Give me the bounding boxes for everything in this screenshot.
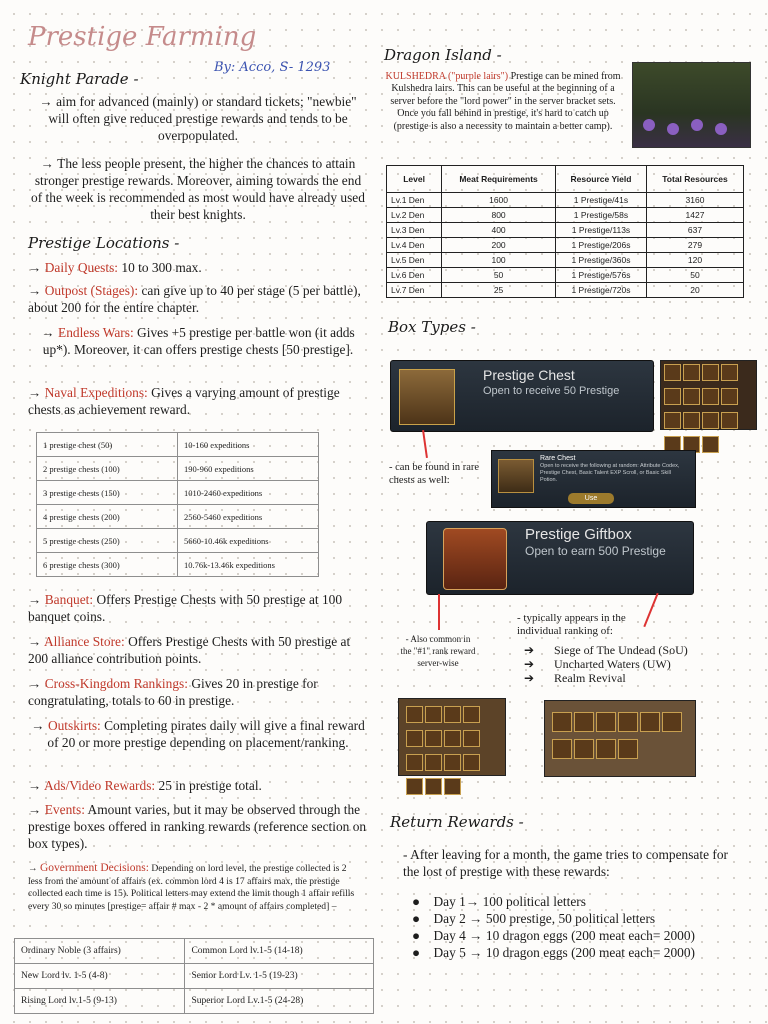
inventory-slot	[425, 778, 442, 795]
dragon-island-heading: Dragon Island -	[384, 46, 502, 64]
kulshedra-label: KULSHEDRA ("purple lairs")	[385, 71, 509, 82]
expedition-req-cell: 10-160 expeditions	[178, 433, 319, 457]
den-header-cell: Meat Requirements	[442, 166, 556, 193]
den-row	[387, 223, 744, 238]
den-cell: Lv.2 Den	[387, 208, 442, 223]
affairs-table	[14, 938, 374, 1014]
inventory-slot	[640, 712, 660, 732]
purple-lair-icon	[691, 119, 703, 131]
inventory-slot	[406, 730, 423, 747]
den-header-cell: Total Resources	[647, 166, 744, 193]
events-label: Events:	[44, 802, 85, 817]
rare-chest-icon	[498, 459, 534, 493]
den-cell: 3160	[647, 193, 744, 208]
inventory-slot	[425, 706, 442, 723]
daily-quests-item: → Daily Quests: 10 to 300 max.	[28, 260, 202, 275]
dragon-island-body: Prestige can be mined from Kulshedra lairs. This can be useful at the beginning of a server before the "lord power" in the server bracket sets. Once you fall behind in prestige, it's hard to catch up (prestige is also a necessity to maintain a better camp).	[390, 71, 621, 132]
den-cell: 50	[647, 268, 744, 283]
den-cell: 1 Prestige/576s	[555, 268, 646, 283]
endless-wars-item: → Endless Wars: Gives +5 prestige per battle won (it adds up*). Moreover, it can offers prestige chests [50 prestige].	[41, 325, 355, 357]
affairs-cell: Common Lord lv.1-5 (14-18)	[185, 939, 374, 964]
inventory-grid-3	[544, 700, 696, 777]
inventory-slot	[683, 364, 700, 381]
inventory-slot	[444, 778, 461, 795]
inventory-slot	[406, 706, 423, 723]
prestige-giftbox-card	[426, 521, 694, 595]
affairs-cell: Rising Lord lv.1-5 (9-13)	[15, 989, 185, 1014]
expedition-req-cell: 190-960 expeditions	[178, 457, 319, 481]
alliance-store-item: → Alliance Store: Offers Prestige Chests with 50 prestige at 200 alliance contribution points.	[28, 634, 351, 666]
den-cell: 400	[442, 223, 556, 238]
expedition-req-cell: 10.76k-13.46k expeditions	[178, 553, 319, 577]
endless-wars-label: Endless Wars:	[58, 325, 134, 340]
inventory-slot	[552, 739, 572, 759]
outpost-item: → Outpost (Stages): can give up to 40 per stage (5 per battle), about 200 for the entire chapter.	[28, 283, 361, 315]
inventory-slot	[574, 739, 594, 759]
daily-quests-text: 10 to 300 max.	[121, 260, 202, 275]
outskirts-label: Outskirts:	[47, 718, 101, 733]
prestige-giftbox-sub: Open to earn 500 Prestige	[525, 544, 666, 558]
den-cell: 1427	[647, 208, 744, 223]
government-item: → Government Decisions: Depending on lord level, the prestige collected is 2 less from the amount of affairs (ex. common lord 4 is 17 affairs max, the prestige collected each time is 15). Political letters may extend the limit though 1 affair refills every 30 so minutes [prestige= affair # max - 2 * amount of affairs completed] –	[28, 862, 355, 912]
ads-item: → Ads/Video Rewards: 25 in prestige total.	[28, 778, 262, 793]
prestige-giftbox-icon	[443, 528, 507, 590]
banquet-label: Banquet:	[44, 592, 94, 607]
inventory-slot	[683, 388, 700, 405]
expedition-table	[36, 432, 319, 577]
den-cell: 1 Prestige/206s	[555, 238, 646, 253]
found-note: - can be found in rare chests as well:	[389, 462, 480, 486]
ranking-label: Realm Revival	[554, 671, 626, 685]
cross-kingdom-item: → Cross-Kingdom Rankings: Gives 20 in prestige for congratulating, totals to 60 in prestige.	[28, 676, 318, 708]
ads-text: 25 in prestige total.	[158, 778, 262, 793]
dragon-island-text	[384, 71, 622, 133]
endless-wars-text: Gives +5 prestige per battle won (it adds up*). Moreover, it can offers prestige chests [50 prestige].	[42, 325, 355, 357]
pointer-line	[422, 430, 428, 458]
den-row	[387, 268, 744, 283]
inventory-slot	[721, 364, 738, 381]
den-cell: 25	[442, 283, 556, 298]
affairs-cell: New Lord lv. 1-5 (4-8)	[15, 964, 185, 989]
daily-quests-label: Daily Quests:	[44, 260, 119, 275]
expedition-row	[37, 553, 319, 577]
expedition-chest-cell: 4 prestige chests (200)	[37, 505, 178, 529]
ranking-item	[524, 657, 694, 671]
return-rewards-list	[412, 893, 752, 961]
knight-parade-p1: → aim for advanced (mainly) or standard tickets; "newbie" will often give reduced prestige rewards and tends to be overpopulated.	[39, 94, 357, 143]
den-row	[387, 238, 744, 253]
inventory-slot	[702, 436, 719, 453]
den-cell: 50	[442, 268, 556, 283]
outskirts-text: Completing pirates daily will give a final reward of 20 or more prestige depending on placement/ranking.	[47, 718, 365, 750]
purple-lair-icon	[715, 123, 727, 135]
den-cell: 120	[647, 253, 744, 268]
den-row	[387, 283, 744, 298]
den-cell: 1 Prestige/360s	[555, 253, 646, 268]
den-cell: Lv.3 Den	[387, 223, 442, 238]
inventory-slot	[618, 739, 638, 759]
prestige-chest-icon	[399, 369, 455, 425]
inventory-slot	[664, 412, 681, 429]
inventory-slot	[721, 412, 738, 429]
purple-lair-icon	[643, 119, 655, 131]
events-item: → Events: Amount varies, but it may be observed through the prestige boxes offered in ranking rewards (reference section on box types).	[28, 802, 367, 851]
prestige-chest-sub: Open to receive 50 Prestige	[483, 385, 620, 397]
den-header-cell: Level	[387, 166, 442, 193]
inventory-slot	[596, 739, 616, 759]
affairs-row	[15, 964, 374, 989]
prestige-chest-card	[390, 360, 654, 432]
knight-parade-p2: → The less people present, the higher the chances to attain stronger prestige rewards. Moreover, aiming towards the end of the week is recommended as most would have already used their best knights.	[31, 156, 365, 222]
outpost-text: can give up to 40 per stage (5 per battle), about 200 for the entire chapter.	[28, 283, 361, 315]
government-label: Government Decisions:	[40, 862, 149, 874]
return-rewards-intro: - After leaving for a month, the game tries to compensate for the lost of prestige with these rewards:	[403, 847, 728, 879]
den-cell: 800	[442, 208, 556, 223]
den-row	[387, 193, 744, 208]
den-cell: 637	[647, 223, 744, 238]
expedition-chest-cell: 1 prestige chest (50)	[37, 433, 178, 457]
affairs-row	[15, 989, 374, 1014]
dragon-island-screenshot	[632, 62, 751, 148]
prestige-locations-heading: Prestige Locations -	[28, 234, 180, 252]
inventory-slot	[406, 778, 423, 795]
den-row	[387, 253, 744, 268]
return-reward-text: Day 2 → 500 prestige, 50 political letters	[433, 911, 656, 926]
expedition-row	[37, 457, 319, 481]
expedition-chest-cell: 2 prestige chests (100)	[37, 457, 178, 481]
inventory-slot	[406, 754, 423, 771]
expedition-row	[37, 481, 319, 505]
den-cell: Lv.7 Den	[387, 283, 442, 298]
rare-chest-title: Rare Chest	[540, 455, 576, 462]
cross-kingdom-label: Cross-Kingdom Rankings:	[44, 676, 188, 691]
den-cell: 1600	[442, 193, 556, 208]
banquet-text: Offers Prestige Chests with 50 prestige at 100 banquet coins.	[28, 592, 343, 624]
affairs-row	[15, 939, 374, 964]
inventory-slot	[702, 412, 719, 429]
inventory-slot	[662, 712, 682, 732]
inventory-slot	[574, 712, 594, 732]
arrow-icon: ➔	[524, 643, 535, 657]
inventory-grid-2	[398, 698, 506, 776]
expedition-row	[37, 433, 319, 457]
expedition-row	[37, 529, 319, 553]
expedition-chest-cell: 6 prestige chests (300)	[37, 553, 178, 577]
affairs-cell: Senior Lord Lv. 1-5 (19-23)	[185, 964, 374, 989]
byline: By: Acco, S- 1293	[214, 60, 331, 75]
prestige-chest-title: Prestige Chest	[483, 367, 575, 383]
naval-item: → Naval Expeditions: Gives a varying amount of prestige chests as achievement reward.	[28, 385, 340, 417]
pointer-line	[438, 594, 440, 630]
return-reward-item: ● Day 1→ 100 political letters	[412, 894, 586, 909]
inventory-slot	[463, 706, 480, 723]
prestige-giftbox-title: Prestige Giftbox	[525, 526, 632, 543]
rare-chest-card	[491, 450, 696, 508]
den-header-cell: Resource Yield	[555, 166, 646, 193]
expedition-req-cell: 1010-2460 expeditions	[178, 481, 319, 505]
page-title: Prestige Farming	[28, 22, 257, 52]
inventory-slot	[721, 388, 738, 405]
inventory-slot	[664, 364, 681, 381]
den-cell: 1 Prestige/41s	[555, 193, 646, 208]
expedition-chest-cell: 5 prestige chests (250)	[37, 529, 178, 553]
affairs-cell: Superior Lord Lv.1-5 (24-28)	[185, 989, 374, 1014]
expedition-row	[37, 505, 319, 529]
den-cell: Lv.4 Den	[387, 238, 442, 253]
expedition-req-cell: 2560-5460 expeditions	[178, 505, 319, 529]
ranking-label: Siege of The Undead (SoU)	[554, 643, 688, 657]
inventory-slot	[444, 730, 461, 747]
box-types-heading: Box Types -	[388, 318, 476, 336]
naval-label: Naval Expeditions:	[44, 385, 148, 400]
den-cell: 1 Prestige/720s	[555, 283, 646, 298]
return-reward-item: ● Day 2 → 500 prestige, 50 political letters	[412, 911, 656, 926]
arrow-icon: ➔	[524, 671, 535, 685]
return-reward-item: ● Day 4 → 10 dragon eggs (200 meat each= 2000)	[412, 928, 696, 943]
inventory-slot	[463, 730, 480, 747]
den-cell: Lv.6 Den	[387, 268, 442, 283]
cross-kingdom-text: Gives 20 in prestige for congratulating, totals to 60 in prestige.	[28, 676, 318, 708]
ranking-label: Uncharted Waters (UW)	[554, 657, 671, 671]
outskirts-item: → Outskirts: Completing pirates daily will give a final reward of 20 or more prestige depending on placement/ranking.	[31, 718, 365, 750]
inventory-slot	[618, 712, 638, 732]
government-text: Depending on lord level, the prestige collected is 2 less from the amount of affairs (ex. common lord 4 is 17 affairs max, the prestige collected each time is 15). Political letters may extend the limit though 1 affair refills every 30 so minutes [prestige= affair # max - 2 * amount of affairs completed] –	[28, 863, 355, 912]
common-note: - Also common in the "#1" rank reward server-wise	[400, 634, 476, 668]
den-cell: 1 Prestige/113s	[555, 223, 646, 238]
den-cell: 200	[442, 238, 556, 253]
arrow-icon: ➔	[524, 657, 535, 671]
return-reward-text: Day 4 → 10 dragon eggs (200 meat each= 2000)	[433, 928, 696, 943]
events-text: Amount varies, but it may be observed through the prestige boxes offered in ranking rewards (reference section on box types).	[28, 802, 367, 851]
inventory-slot	[425, 754, 442, 771]
outpost-label: Outpost (Stages):	[44, 283, 139, 298]
knight-parade-heading: Knight Parade -	[20, 70, 139, 88]
den-cell: 20	[647, 283, 744, 298]
inventory-slot	[425, 730, 442, 747]
den-row	[387, 208, 744, 223]
inventory-slot	[463, 754, 480, 771]
naval-text: Gives a varying amount of prestige chests as achievement reward.	[28, 385, 340, 417]
inventory-slot	[702, 364, 719, 381]
inventory-slot	[596, 712, 616, 732]
den-cell: 100	[442, 253, 556, 268]
ads-label: Ads/Video Rewards:	[44, 778, 156, 793]
den-table	[386, 165, 744, 298]
inventory-grid-1	[660, 360, 757, 430]
rare-chest-sub: Open to receive the following at random: Attribute Codex, Prestige Chest, Basic Talent EXP Scroll, or Basic Skill Potion.	[540, 463, 680, 483]
return-reward-text: Day 5 → 10 dragon eggs (200 meat each= 2000)	[433, 945, 696, 960]
expedition-req-cell: 5660-10.46k expeditions	[178, 529, 319, 553]
den-cell: 1 Prestige/58s	[555, 208, 646, 223]
banquet-item: → Banquet: Offers Prestige Chests with 50 prestige at 100 banquet coins.	[28, 592, 343, 624]
inventory-slot	[444, 754, 461, 771]
inventory-slot	[702, 388, 719, 405]
purple-lair-icon	[667, 123, 679, 135]
inventory-slot	[683, 412, 700, 429]
use-button[interactable]: Use	[568, 493, 614, 504]
den-cell: Lv.1 Den	[387, 193, 442, 208]
alliance-store-label: Alliance Store:	[44, 634, 125, 649]
den-cell: Lv.5 Den	[387, 253, 442, 268]
return-reward-item: ● Day 5 → 10 dragon eggs (200 meat each= 2000)	[412, 945, 696, 960]
inventory-slot	[444, 706, 461, 723]
ranking-note: - typically appears in the individual ranking of:	[517, 612, 626, 637]
return-reward-text: Day 1→ 100 political letters	[433, 894, 586, 909]
alliance-store-text: Offers Prestige Chests with 50 prestige at 200 alliance contribution points.	[28, 634, 351, 666]
expedition-chest-cell: 3 prestige chests (150)	[37, 481, 178, 505]
inventory-slot	[552, 712, 572, 732]
return-rewards-heading: Return Rewards -	[390, 813, 524, 831]
inventory-slot	[664, 388, 681, 405]
den-cell: 279	[647, 238, 744, 253]
affairs-cell: Ordinary Noble (3 affairs)	[15, 939, 185, 964]
ranking-list	[524, 643, 694, 685]
ranking-item	[524, 643, 694, 657]
ranking-item	[524, 671, 694, 685]
